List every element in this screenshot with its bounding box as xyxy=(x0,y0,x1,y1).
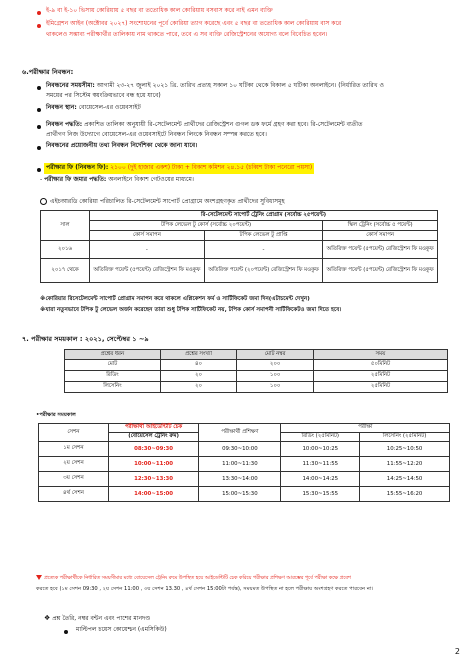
fee-method: - পরীক্ষার ফি জমার পদ্ধতি: অনলাইনে বিকাশ গেটওয়ের মাধ্যমে। xyxy=(40,176,194,183)
warning-triangle-icon xyxy=(36,575,42,580)
header-identity-room: (বোয়েসেল ট্রেনিং রুম) xyxy=(108,433,198,442)
intro-bullet-2: ইমিগ্রেশন আইন (অক্টোবর ২০২৭) সংশোধনের পূর্বে কোরিয়া ত্যাগ করেছে এবং ৫ বছর বা ততোধিক কাল কোরিয়ায় বাস করে xyxy=(46,20,342,27)
exam-fee: পরীক্ষার ফি (নিবন্ধন ফি): ২১০০ (দুই হাজার একশ) টাকা + বিকাশ কমিশন ২৪.১৫ (চব্বিশ টাকা পনেরো পয়সা) xyxy=(44,163,314,174)
sub-complete: কোর্স সমাপন xyxy=(90,231,205,241)
registration-info: নিবন্ধনের প্রয়োজনীয় তথ্য নিবন্ধন নির্দেশিকা থেকে জানা যাবে। xyxy=(46,142,198,149)
table-row: ২০১৬ - - অতিরিক্ত পয়েন্ট (৫পয়েন্ট) রেজিস্ট্রেশন ফি মওকুফ xyxy=(41,241,438,259)
bullet-icon xyxy=(37,168,41,172)
header-training: পরীক্ষার্থী প্রশিক্ষণ xyxy=(199,424,281,442)
table-row: ২০১৭ থেকে অতিরিক্ত পয়েন্ট (৫পয়েন্ট) রেজিস্ট্রেশন ফি মওকুফ অতিরিক্ত পয়েন্ট (২০পয়েন্ট) রেজিস্ট্রেশন ফি মওকুফ অতিরিক্ত পয়েন্ট (৫পয়েন্ট) রেজিস্ট্রেশন ফি মওকুফ xyxy=(41,259,438,283)
intro-bullet-1: ই-৯ বা ই-১০ ভিসায় কোরিয়ায় ৫ বছর বা ততোধিক কাল কোরিয়ায় বসবাস করে নাই এমন ব্যক্তি xyxy=(46,7,273,14)
header-total-marks: মোট নম্বর xyxy=(237,350,314,360)
header-listening: লিসেনিং (২৫মিনিট) xyxy=(360,433,450,442)
schedule-note-2: করতে হবে (১ম সেশন 09:30 , ২য় সেশন 11:00 , ৩য় সেশন 13.30 , ৪র্থ সেশন 15:00টা পর্যন্ত), সময়মত উপস্থিত না হলে পরীক্ষায় অংশগ্রহণ করতে পারবেন না। xyxy=(36,586,374,592)
page-number: 2 xyxy=(454,647,460,656)
bullet-icon xyxy=(37,146,41,150)
benefit-note-1: ※কোরিয়ার রিসেটেলমেন্ট সাপোর্ট প্রোগ্রাম সমাপন করে থাকলে এপ্লিকেশন ফর্ম ও সার্টিফিকেট জমা দিন(এটাচমেন্ট দেখুন) xyxy=(40,296,310,302)
section-6-title: ৬.পরীক্ষার নিবন্ধন: xyxy=(22,68,74,76)
section-7-title: ৭. পরীক্ষার সময়কাল : ২০২১, সেপ্টেম্বর ১ ~৯ xyxy=(22,335,149,343)
header-identity-check: পরীক্ষার্থী আইডেন্টিটি চেক xyxy=(108,424,198,433)
bullet-icon xyxy=(37,108,41,112)
bullet-icon xyxy=(37,86,41,90)
registration-method: নিবন্ধন পদ্ধতি: প্রকাশিত তালিকা অনুযায়ী রি-সেটেলমেন্ট প্রার্থীদের রেজিস্ট্রেশন গুগল ডক ফর্মে গ্রহণ করা হবে। রি-সেটেলমেন্ট ব্যতীত xyxy=(46,121,363,128)
bullet-icon xyxy=(37,24,41,28)
header-question-count: প্রশ্নের সংখ্যা xyxy=(160,350,237,360)
bullet-icon xyxy=(64,630,68,634)
registration-period-cont: সময়ের পর সিস্টেম স্বয়ংক্রিয়ভাবে বন্ধ হয়ে যাবে) xyxy=(46,92,161,99)
bullet-icon xyxy=(37,11,41,15)
intro-bullet-3: থাকলেও সম্ভাব্য পরীক্ষার্থীর তালিকায় নাম থাকতে পারে, তবে এ সব ব্যক্তি রেজিস্ট্রেশনের অযোগ্য বলে বিবেচিত হবেন। xyxy=(46,31,328,38)
circle-bullet-icon xyxy=(40,198,47,205)
header-topik: টপিক লেভেল টু কোর্স (সর্বোচ্চ ২০পয়েন্ট) xyxy=(90,221,323,231)
table-row: ৩য় সেশন 12:30~13:30 13:30~14:00 14:00~14:25 14:25~14:50 xyxy=(39,472,450,487)
hrd-note: এইচআরডি কোরিয়া পরিচালিত রি-সেটেলমেন্ট সাপোর্ট প্রোগ্রামে অংশগ্রহণকৃত প্রার্থীদের সুবিধাসমূহ xyxy=(40,198,285,207)
mcq-label: মাল্টিপল চয়েস কোয়েশ্চন (এমসিকিউ) xyxy=(76,626,167,633)
table-row: মোট ৪০ ২০০ ৫০মিনিট xyxy=(65,360,448,371)
bullet-icon xyxy=(37,125,41,129)
header-reading: রিডিং (২৫মিনিট) xyxy=(281,433,360,442)
registration-period: নিবন্ধনের সময়সীমা: আগামী ২৩-২৭ জুলাই ২০২১ খ্রি. তারিখ প্রত্যহ সকাল ১০ ঘটিকা থেকে বিকাল ৫ ঘটিকা অনলাইনে। (নির্ধারিত তারিখ ও xyxy=(46,82,384,89)
questions-title: ❖ প্রশ্ন তৈরি, নম্বর বন্টন এবং পাশের মানদণ্ড xyxy=(44,614,151,622)
table-row: ১ম সেশন 08:30~09:30 09:30~10:00 10:00~10:25 10:25~10:50 xyxy=(39,442,450,457)
diamond-bullet-icon: ❖ xyxy=(44,614,51,622)
registration-method-cont: প্রার্থীগণ নিজ উদ্যোগে বোয়েসেল-এর ওয়েবসাইটে নিবন্ধন লিংকে নিবন্ধন সম্পন্ন করতে হবে। xyxy=(46,131,267,138)
registration-place: নিবন্ধন স্থান: বোয়েসেল-এর ওয়েবসাইট xyxy=(46,104,141,111)
schedule-table xyxy=(38,423,450,502)
header-exam: পরীক্ষা xyxy=(281,424,450,433)
table-row: রিডিং ২০ ১০০ ২৫মিনিট xyxy=(65,371,448,382)
header-session: সেশন xyxy=(39,424,109,442)
exam-duration-table xyxy=(64,349,448,393)
header-skill: স্কিল ট্রেনিং (সর্বোচ্চ ৫ পয়েন্ট) xyxy=(323,221,438,231)
table-row: ২য় সেশন 10:00~11:00 11:00~11:30 11:30~11:55 11:55~12:20 xyxy=(39,457,450,472)
benefit-table xyxy=(40,210,438,283)
benefit-note-2: ※যারা নতুনভাবে টপিক টু লেভেল অর্জন করেছেন তারা শুধু টপিক সার্টিফিকেট নয়, টপিক কোর্স সমাপনী সার্টিফিকেটও জমা দিতে হবে। xyxy=(40,307,342,313)
header-main: রি-সেটেলমেন্ট সাপোর্ট ট্রেনিং প্রোগ্রাম (সর্বোচ্চ ২৫পয়েন্ট) xyxy=(90,211,438,221)
sub-topik2: টপিক লেভেল টু প্রাপ্তি xyxy=(204,231,322,241)
header-time: সময় xyxy=(313,350,447,360)
schedule-note-1: প্রত্যেক পরীক্ষার্থীকে নির্ধারিত সময়সীমার মধ্যে বোয়েসেল ট্রেনিং রুমে উপস্থিত হয়ে আইডেন্টিটি চেক করিয়ে পরীক্ষার প্রশিক্ষণ আরম্ভের পূর্বে পরীক্ষা কক্ষে প্রবেশ xyxy=(36,574,351,583)
table-row: লিসেনিং ২০ ১০০ ২৫মিনিট xyxy=(65,382,448,393)
sub-complete2: কোর্স সমাপন xyxy=(323,231,438,241)
schedule-title: •পরীক্ষার সময়কাল xyxy=(36,412,76,418)
header-year: সাল xyxy=(41,211,90,241)
table-row: ৪র্থ সেশন 14:00~15:00 15:00~15:30 15:30~15:55 15:55~16:20 xyxy=(39,487,450,502)
header-question-type: প্রশ্নের ধরন xyxy=(65,350,161,360)
